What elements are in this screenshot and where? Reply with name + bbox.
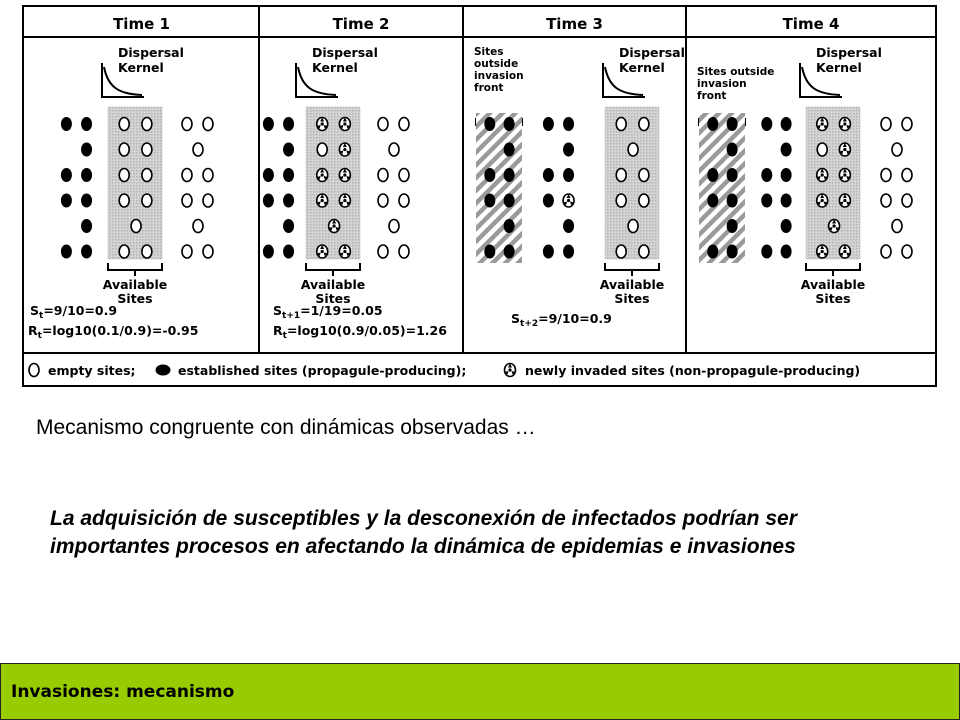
newly-invaded-site (339, 143, 350, 156)
equation: $S_t=9/10=0.9$ (30, 303, 118, 321)
empty-site (203, 118, 213, 131)
equation: $S_{t+2}=9/10=0.9$ (511, 311, 612, 329)
established-site (504, 117, 515, 131)
available-sites-label: Sites (117, 291, 153, 306)
kernel-label: Kernel (118, 60, 164, 75)
established-site (707, 194, 718, 208)
subtitle-text: Mecanismo congruente con dinámicas observadas … (36, 416, 536, 439)
empty-site (317, 143, 327, 156)
invasion-mechanism-diagram (22, 5, 937, 387)
empty-site (182, 194, 192, 207)
conclusion-text: La adquisición de susceptibles y la desconexión de infectados podrían ser importantes procesos en afectando la dinámica de epidemias e invasiones (50, 507, 797, 558)
established-site (504, 168, 515, 182)
empty-site (399, 169, 409, 182)
empty-site (142, 118, 152, 131)
legend-established-icon (156, 365, 171, 376)
newly-invaded-site (339, 194, 350, 207)
empty-site (399, 245, 409, 258)
available-sites-label: Available (599, 277, 665, 292)
established-site (727, 143, 738, 157)
empty-site (902, 245, 912, 258)
kernel-label: Kernel (619, 60, 665, 75)
established-site (543, 245, 554, 259)
established-site (781, 219, 792, 233)
empty-site (193, 143, 203, 156)
empty-site (881, 245, 891, 258)
empty-site (142, 143, 152, 156)
empty-site (639, 118, 649, 131)
empty-site (892, 143, 902, 156)
established-site (283, 168, 294, 182)
footer-title: Invasiones: mecanismo (11, 682, 235, 702)
newly-invaded-site (317, 194, 328, 207)
established-site (61, 194, 72, 208)
site-column (476, 113, 522, 263)
established-site (504, 143, 515, 157)
newly-invaded-site (505, 364, 516, 377)
empty-site (892, 220, 902, 233)
established-site (761, 168, 772, 182)
newly-invaded-site (563, 194, 574, 207)
site-column (699, 113, 745, 263)
time-label: Time 4 (782, 15, 840, 33)
available-sites-label: Available (300, 277, 366, 292)
footer-bar (0, 663, 960, 720)
empty-site (881, 169, 891, 182)
empty-site (119, 245, 129, 258)
established-site (263, 245, 274, 259)
established-site (543, 168, 554, 182)
outside-front-label: invasion (474, 70, 524, 82)
equation: $S_{t+1}=1/19=0.05$ (273, 303, 383, 321)
established-site (761, 194, 772, 208)
time-label: Time 2 (332, 15, 390, 33)
outside-front-label: front (697, 90, 727, 102)
established-site (81, 168, 92, 182)
available-column (806, 107, 860, 259)
empty-site (378, 118, 388, 131)
established-site (707, 245, 718, 259)
established-site (563, 245, 574, 259)
empty-site (182, 118, 192, 131)
empty-site (639, 169, 649, 182)
empty-site (378, 245, 388, 258)
established-site (563, 168, 574, 182)
established-site (484, 117, 495, 131)
established-site (563, 117, 574, 131)
available-sites-label: Sites (315, 291, 351, 306)
legend-empty-text: empty sites; (48, 363, 136, 378)
newly-invaded-site (817, 118, 828, 131)
established-site (263, 117, 274, 131)
newly-invaded-site (317, 169, 328, 182)
available-sites-label: Available (800, 277, 866, 292)
established-site (727, 194, 738, 208)
established-site (283, 245, 294, 259)
established-site (61, 245, 72, 259)
empty-site (881, 118, 891, 131)
established-site (727, 168, 738, 182)
outside-front-label: Sites outside (697, 66, 775, 78)
empty-site (639, 245, 649, 258)
established-site (781, 117, 792, 131)
established-site (504, 194, 515, 208)
legend-newly-text: newly invaded sites (non-propagule-producing) (525, 363, 861, 378)
outside-front-label: invasion (697, 78, 747, 90)
established-site (761, 117, 772, 131)
newly-invaded-site (339, 169, 350, 182)
empty-site (616, 169, 626, 182)
available-column (605, 107, 659, 259)
empty-site (616, 118, 626, 131)
established-site (781, 194, 792, 208)
empty-site (881, 194, 891, 207)
established-site (563, 219, 574, 233)
established-site (61, 168, 72, 182)
empty-site (131, 220, 141, 233)
established-site (707, 168, 718, 182)
newly-invaded-site (339, 245, 350, 258)
empty-site (378, 194, 388, 207)
established-site (263, 168, 274, 182)
empty-site (142, 194, 152, 207)
established-site (504, 245, 515, 259)
established-site (504, 219, 515, 233)
empty-site (182, 245, 192, 258)
established-site (484, 194, 495, 208)
site-column (306, 107, 360, 259)
equation: $R_t=\log 10(0.1/0.9)=-0.95$ (28, 323, 199, 341)
established-site (781, 245, 792, 259)
outside-front-label: Sites (474, 46, 504, 58)
empty-site (378, 169, 388, 182)
newly-invaded-site (317, 118, 328, 131)
empty-site (628, 143, 638, 156)
empty-site (119, 143, 129, 156)
established-site (781, 168, 792, 182)
established-site (543, 117, 554, 131)
established-site (283, 194, 294, 208)
established-site (81, 219, 92, 233)
site-column (605, 107, 659, 259)
newly-invaded-site (839, 245, 850, 258)
newly-invaded-site (839, 169, 850, 182)
empty-site (182, 169, 192, 182)
kernel-label: Dispersal (816, 45, 882, 60)
kernel-label: Dispersal (118, 45, 184, 60)
available-sites-label: Sites (614, 291, 650, 306)
empty-site (399, 118, 409, 131)
kernel-label: Kernel (312, 60, 358, 75)
kernel-label: Dispersal (619, 45, 685, 60)
outside-front-label: front (474, 82, 504, 94)
newly-invaded-site (817, 169, 828, 182)
newly-invaded-site (829, 220, 840, 233)
available-sites-label: Available (102, 277, 168, 292)
established-site (263, 194, 274, 208)
empty-site (29, 364, 39, 377)
empty-site (203, 169, 213, 182)
empty-site (902, 118, 912, 131)
empty-site (817, 143, 827, 156)
established-site (781, 143, 792, 157)
empty-site (902, 194, 912, 207)
empty-site (639, 194, 649, 207)
empty-site (399, 194, 409, 207)
established-site (484, 168, 495, 182)
established-site (283, 117, 294, 131)
empty-site (203, 194, 213, 207)
empty-site (389, 220, 399, 233)
empty-site (119, 194, 129, 207)
site-column (108, 107, 162, 259)
established-site (727, 219, 738, 233)
available-column (108, 107, 162, 259)
established-site (484, 245, 495, 259)
established-site (81, 143, 92, 157)
empty-site (628, 220, 638, 233)
hatched-column (699, 113, 745, 263)
empty-site (142, 169, 152, 182)
empty-site (142, 245, 152, 258)
time-label: Time 1 (113, 15, 170, 33)
newly-invaded-site (817, 245, 828, 258)
empty-site (902, 169, 912, 182)
available-column (306, 107, 360, 259)
newly-invaded-site (317, 245, 328, 258)
established-site (727, 245, 738, 259)
available-sites-label: Sites (815, 291, 851, 306)
empty-site (119, 169, 129, 182)
newly-invaded-site (839, 118, 850, 131)
newly-invaded-site (839, 143, 850, 156)
site-column (806, 107, 860, 259)
empty-site (616, 194, 626, 207)
newly-invaded-site (817, 194, 828, 207)
kernel-label: Kernel (816, 60, 862, 75)
kernel-label: Dispersal (312, 45, 378, 60)
empty-site (193, 220, 203, 233)
outside-front-label: outside (474, 58, 519, 70)
equation: $R_t=\log 10(0.9/0.05)=1.26$ (273, 323, 447, 341)
established-site (761, 245, 772, 259)
established-site (283, 219, 294, 233)
established-site (61, 117, 72, 131)
empty-site (119, 118, 129, 131)
established-site (81, 245, 92, 259)
hatched-column (476, 113, 522, 263)
newly-invaded-site (329, 220, 340, 233)
newly-invaded-site (839, 194, 850, 207)
established-site (543, 194, 554, 208)
established-site (727, 117, 738, 131)
established-site (707, 117, 718, 131)
newly-invaded-site (339, 118, 350, 131)
established-site (81, 117, 92, 131)
time-label: Time 3 (546, 15, 603, 33)
established-site (563, 143, 574, 157)
empty-site (616, 245, 626, 258)
empty-site (389, 143, 399, 156)
established-site (283, 143, 294, 157)
empty-site (203, 245, 213, 258)
legend-established-text: established sites (propagule-producing); (178, 363, 467, 378)
established-site (81, 194, 92, 208)
